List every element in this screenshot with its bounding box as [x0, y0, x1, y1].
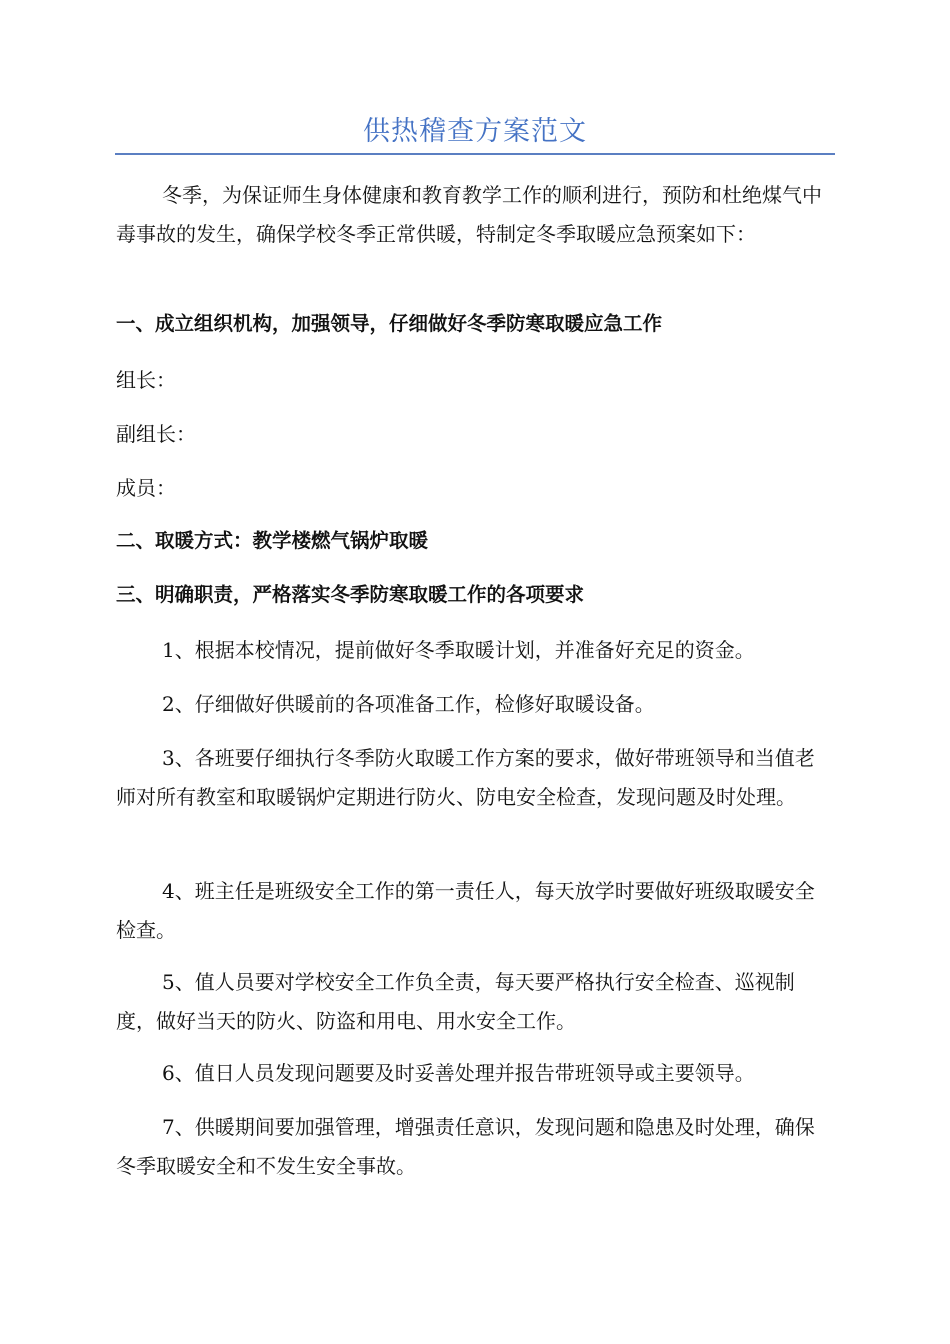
- section-2-heading: 二、取暖方式：教学楼燃气锅炉取暖: [116, 529, 429, 552]
- document-title: 供热稽查方案范文: [363, 116, 587, 147]
- deputy-leader-line: 副组长：: [116, 422, 196, 446]
- list-item-3: 3、各班要仔细执行冬季防火取暖工作方案的要求，做好带班领导和当值老师对所有教室和取暖锅炉定期进行防火、防电安全检查，发现问题及时处理。: [116, 746, 815, 809]
- members-line: 成员：: [116, 476, 176, 500]
- list-item-1: 1、根据本校情况，提前做好冬季取暖计划，并准备好充足的资金。: [162, 638, 755, 662]
- section-3-heading: 三、明确职责，严格落实冬季防寒取暖工作的各项要求: [116, 583, 585, 606]
- list-item-2: 2、仔细做好供暖前的各项准备工作，检修好取暖设备。: [162, 692, 655, 716]
- list-item-5: 5、值人员要对学校安全工作负全责，每天要严格执行安全检查、巡视制度，做好当天的防火、防盗和用电、用水安全工作。: [116, 970, 795, 1033]
- list-item-7: 7、供暖期间要加强管理，增强责任意识，发现问题和隐患及时处理，确保冬季取暖安全和不发生安全事故。: [116, 1115, 815, 1178]
- list-item-6: 6、值日人员发现问题要及时妥善处理并报告带班领导或主要领导。: [162, 1061, 755, 1085]
- title-underline: [115, 153, 835, 155]
- intro-paragraph: 冬季，为保证师生身体健康和教育教学工作的顺利进行，预防和杜绝煤气中毒事故的发生，确保学校冬季正常供暖，特制定冬季取暖应急预案如下：: [116, 183, 822, 246]
- section-1-heading: 一、成立组织机构，加强领导，仔细做好冬季防寒取暖应急工作: [116, 312, 663, 335]
- leader-line: 组长：: [116, 368, 176, 392]
- list-item-4: 4、班主任是班级安全工作的第一责任人，每天放学时要做好班级取暖安全检查。: [116, 879, 815, 942]
